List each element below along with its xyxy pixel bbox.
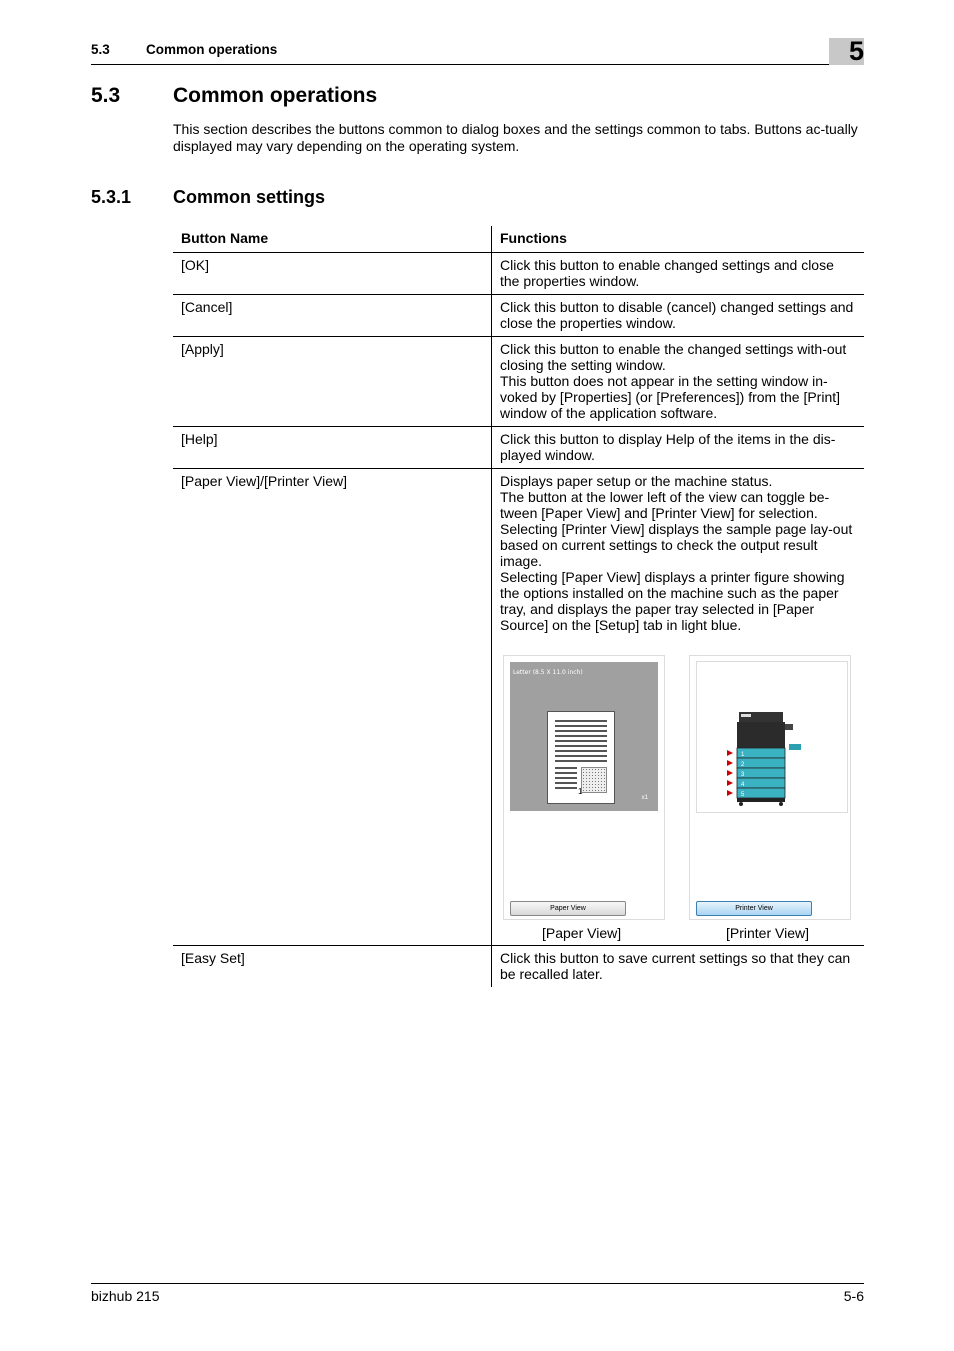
printer-illustration: [697, 662, 847, 812]
tray-number: 3: [741, 772, 745, 778]
button-name-cell: [Help]: [173, 427, 492, 469]
column-header-button-name: Button Name: [173, 226, 492, 253]
footer-page-number: 5-6: [843, 1288, 864, 1304]
footer-product: bizhub 215: [91, 1288, 160, 1304]
button-name-cell: [Cancel]: [173, 295, 492, 337]
function-text: Click this button to display Help of the items in the dis-played window.: [500, 431, 836, 463]
function-text: Displays paper setup or the machine status. The button at the lower left of the view can toggle be-tween [Paper View] and [Printer View] for selection. Selecting [Printer View] displays the sample page lay-out based on current settings to check the output result image. Selecting [Paper View] displays a printer figure showing the options installed on the machine such as the paper tray, and displays the paper tray selected in [Paper Source] on the [Setup] tab in light blue.: [500, 473, 853, 633]
printer-view-panel: [689, 655, 851, 920]
function-cell: [492, 253, 865, 295]
header-section-title: Common operations: [146, 42, 278, 57]
common-settings-table: [173, 226, 864, 987]
paper-view-panel: [503, 655, 665, 920]
tray-number: 4: [741, 782, 745, 788]
table-row: [173, 427, 864, 469]
function-cell: [492, 946, 865, 988]
tray-number: 2: [741, 762, 745, 768]
button-name-cell: [Apply]: [173, 337, 492, 427]
button-name-cell: [Paper View]/[Printer View]: [173, 469, 492, 946]
table-row: [173, 946, 864, 988]
function-text: Click this button to enable the changed settings with-out closing the setting window. This button does not appear in the setting window in-voked by [Properties] (or [Preferences]) from the [Print] window of the application software.: [500, 341, 847, 421]
function-text: Click this button to enable changed settings and close the properties window.: [500, 257, 834, 289]
button-name-cell: [OK]: [173, 253, 492, 295]
chapter-number: 5: [848, 36, 864, 66]
printer-view-caption: [Printer View]: [726, 925, 809, 941]
paper-view-button[interactable]: Paper View: [510, 901, 626, 916]
heading2-number: 5.3.1: [91, 187, 132, 207]
table-header-row: [173, 226, 864, 253]
function-cell: [492, 295, 865, 337]
heading2-title: Common settings: [173, 187, 326, 207]
function-text: Click this button to save current settings so that they can be recalled later.: [500, 950, 851, 982]
table-row: [173, 469, 864, 946]
view-figures: [500, 655, 856, 940]
table-row: [173, 337, 864, 427]
printer-view-button[interactable]: Printer View: [696, 901, 812, 916]
copies-indicator: x1: [641, 795, 648, 801]
column-header-functions: Functions: [500, 230, 567, 246]
intro-paragraph: This section describes the buttons common to dialog boxes and the settings common to tabs. Buttons ac-tually displayed may vary depending on the operating system.: [173, 121, 858, 154]
footer-rule: [91, 1283, 864, 1284]
printer-preview-area: [696, 661, 848, 813]
paper-preview-area: [510, 662, 658, 811]
function-cell: [492, 427, 865, 469]
paper-size-label: Letter (8.5 X 11.0 inch): [513, 669, 583, 676]
paper-view-caption: [Paper View]: [542, 925, 622, 941]
function-cell: [492, 469, 865, 946]
button-name-cell: [Easy Set]: [173, 946, 492, 988]
page-number: 1: [578, 787, 583, 796]
header-rule: [91, 64, 864, 65]
table-row: [173, 253, 864, 295]
heading1-number: 5.3: [91, 84, 121, 107]
function-text: Click this button to disable (cancel) changed settings and close the properties window.: [500, 299, 854, 331]
image-placeholder: [581, 767, 607, 793]
page-thumbnail: [547, 711, 615, 804]
heading1-title: Common operations: [173, 84, 378, 107]
function-cell: [492, 337, 865, 427]
tray-number: 1: [741, 752, 745, 758]
table-row: [173, 295, 864, 337]
tray-number: 5: [741, 792, 745, 798]
header-section-number: 5.3: [91, 42, 110, 57]
